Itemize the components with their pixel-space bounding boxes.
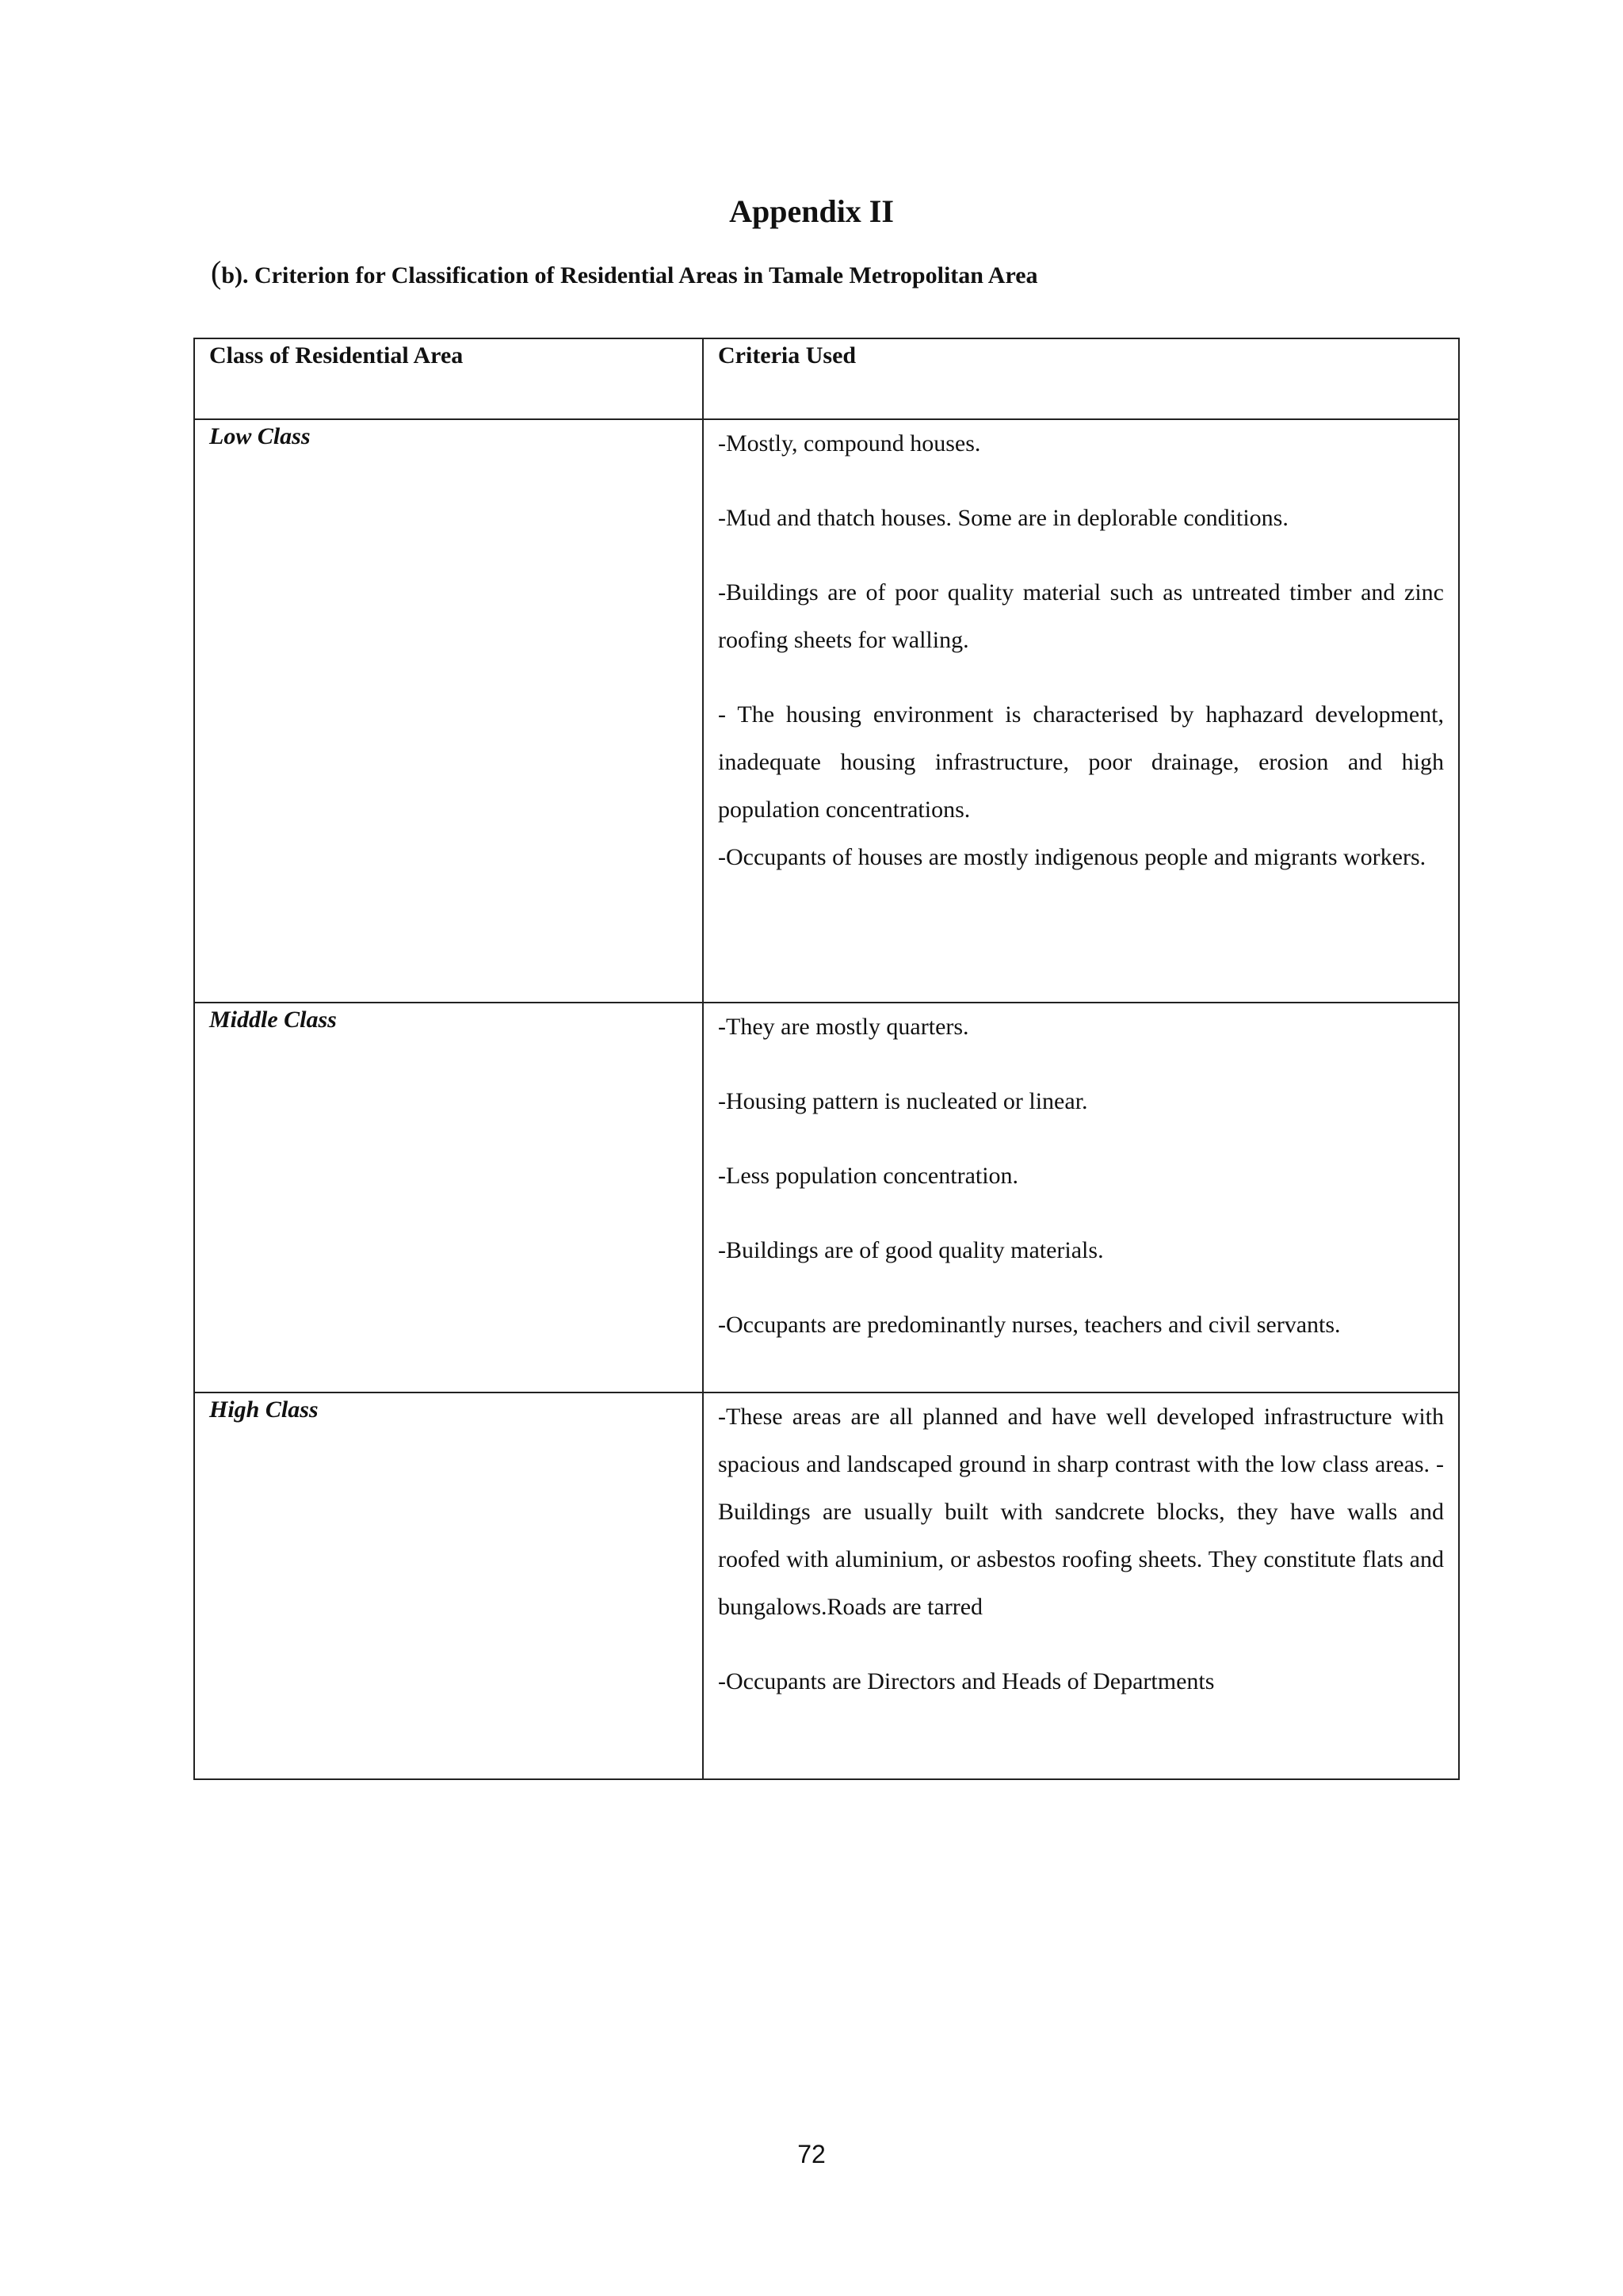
criteria-item: -Less population concentration. — [718, 1163, 1019, 1189]
page-title: Appendix II — [729, 193, 894, 229]
criteria-item: -Occupants of houses are mostly indigenous people and migrants workers. — [718, 844, 1426, 870]
class-label: Low Class — [209, 423, 311, 449]
criteria-cell — [703, 419, 1459, 1003]
criteria-item: - The housing environment is characterised by haphazard development, inadequate housing infrastructure, poor drainage, erosion and high population concentrations. — [718, 701, 1444, 823]
class-cell — [194, 419, 703, 1003]
header-criteria: Criteria Used — [703, 338, 1459, 419]
criteria-cell — [703, 1003, 1459, 1392]
classification-table — [193, 338, 1460, 1780]
criteria-item: -They are mostly quarters. — [718, 1014, 969, 1040]
criteria-item: -Mostly, compound houses. — [718, 430, 981, 457]
table-header-row — [194, 338, 1459, 419]
criteria-cell — [703, 1392, 1459, 1779]
criteria-item: -Buildings are of good quality materials. — [718, 1237, 1104, 1263]
criteria-item: -Occupants are Directors and Heads of Departments — [718, 1668, 1215, 1694]
caption-text: b). Criterion for Classification of Residential Areas in Tamale Metropolitan Area — [221, 262, 1038, 288]
class-cell — [194, 1003, 703, 1392]
criteria-item: -Mud and thatch houses. Some are in deplorable conditions. — [718, 505, 1289, 531]
criteria-item: -Buildings are of poor quality material such as untreated timber and zinc roofing sheets for walling. — [718, 579, 1444, 653]
header-class: Class of Residential Area — [194, 338, 703, 419]
table-row-low-class — [194, 419, 1459, 1003]
class-cell — [194, 1392, 703, 1779]
criteria-item: -Housing pattern is nucleated or linear. — [718, 1088, 1088, 1114]
table-row-high-class — [194, 1392, 1459, 1779]
class-label: Middle Class — [209, 1007, 337, 1033]
criteria-item: -These areas are all planned and have well developed infrastructure with spacious and landscaped ground in sharp contrast with the low class areas. -Buildings are usually built with sandcrete blocks, they have walls and roofed with aluminium, or asbestos roofing sheets. They constitute flats and bungalows.Roads are tarred — [718, 1404, 1444, 1620]
criteria-item: -Occupants are predominantly nurses, teachers and civil servants. — [718, 1312, 1341, 1338]
page-number: 72 — [797, 2140, 826, 2168]
class-label: High Class — [209, 1396, 319, 1423]
caption-marker: ( — [211, 254, 222, 290]
table-caption — [211, 254, 1038, 292]
table-row-middle-class — [194, 1003, 1459, 1392]
